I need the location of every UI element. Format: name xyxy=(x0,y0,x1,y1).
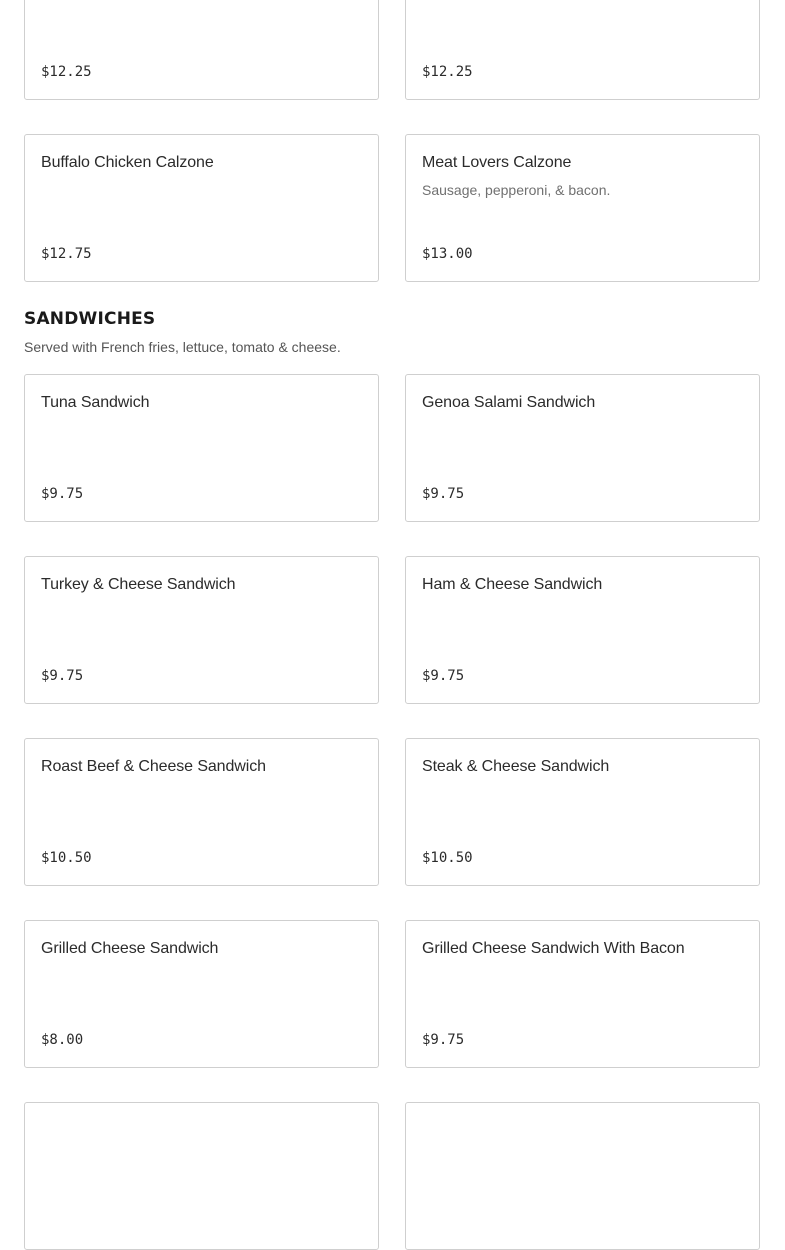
item-price: $13.00 xyxy=(422,246,473,262)
item-price: $10.50 xyxy=(41,850,92,866)
menu-item-card[interactable] xyxy=(405,374,760,522)
menu-item-card[interactable] xyxy=(24,0,379,100)
item-price: $12.25 xyxy=(422,64,473,80)
item-price: $10.50 xyxy=(422,850,473,866)
menu-item-card[interactable] xyxy=(405,134,760,282)
item-price: $12.25 xyxy=(41,64,92,80)
item-name: Grilled Cheese Sandwich With Bacon xyxy=(422,940,685,957)
item-price: $9.75 xyxy=(422,668,465,684)
menu-item-card[interactable] xyxy=(24,374,379,522)
item-price: $9.75 xyxy=(41,486,84,502)
menu-item-card[interactable] xyxy=(405,556,760,704)
menu-item-card[interactable] xyxy=(405,1102,760,1250)
item-name: Tuna Sandwich xyxy=(41,394,150,411)
menu-item-card[interactable] xyxy=(24,556,379,704)
item-price: $12.75 xyxy=(41,246,92,262)
item-name: Buffalo Chicken Calzone xyxy=(41,154,214,171)
item-price: $9.75 xyxy=(422,486,465,502)
item-name: Turkey & Cheese Sandwich xyxy=(41,576,236,593)
section-title: SANDWICHES xyxy=(24,309,156,329)
menu-item-card[interactable] xyxy=(24,738,379,886)
item-name: Steak & Cheese Sandwich xyxy=(422,758,610,775)
item-description: Sausage, pepperoni, & bacon. xyxy=(422,182,611,198)
menu-item-card[interactable] xyxy=(24,920,379,1068)
item-price: $9.75 xyxy=(41,668,84,684)
item-price: $8.00 xyxy=(41,1032,84,1048)
item-name: Genoa Salami Sandwich xyxy=(422,394,596,411)
section-description: Served with French fries, lettuce, tomato & cheese. xyxy=(24,339,341,355)
menu-item-card[interactable] xyxy=(405,738,760,886)
menu-item-card[interactable] xyxy=(24,134,379,282)
item-name: Ham & Cheese Sandwich xyxy=(422,576,603,593)
menu-item-card[interactable] xyxy=(405,920,760,1068)
menu-item-card[interactable] xyxy=(405,0,760,100)
item-name: Roast Beef & Cheese Sandwich xyxy=(41,758,266,775)
item-price: $9.75 xyxy=(422,1032,465,1048)
menu-item-card[interactable] xyxy=(24,1102,379,1250)
item-name: Grilled Cheese Sandwich xyxy=(41,940,219,957)
item-name: Meat Lovers Calzone xyxy=(422,154,572,171)
